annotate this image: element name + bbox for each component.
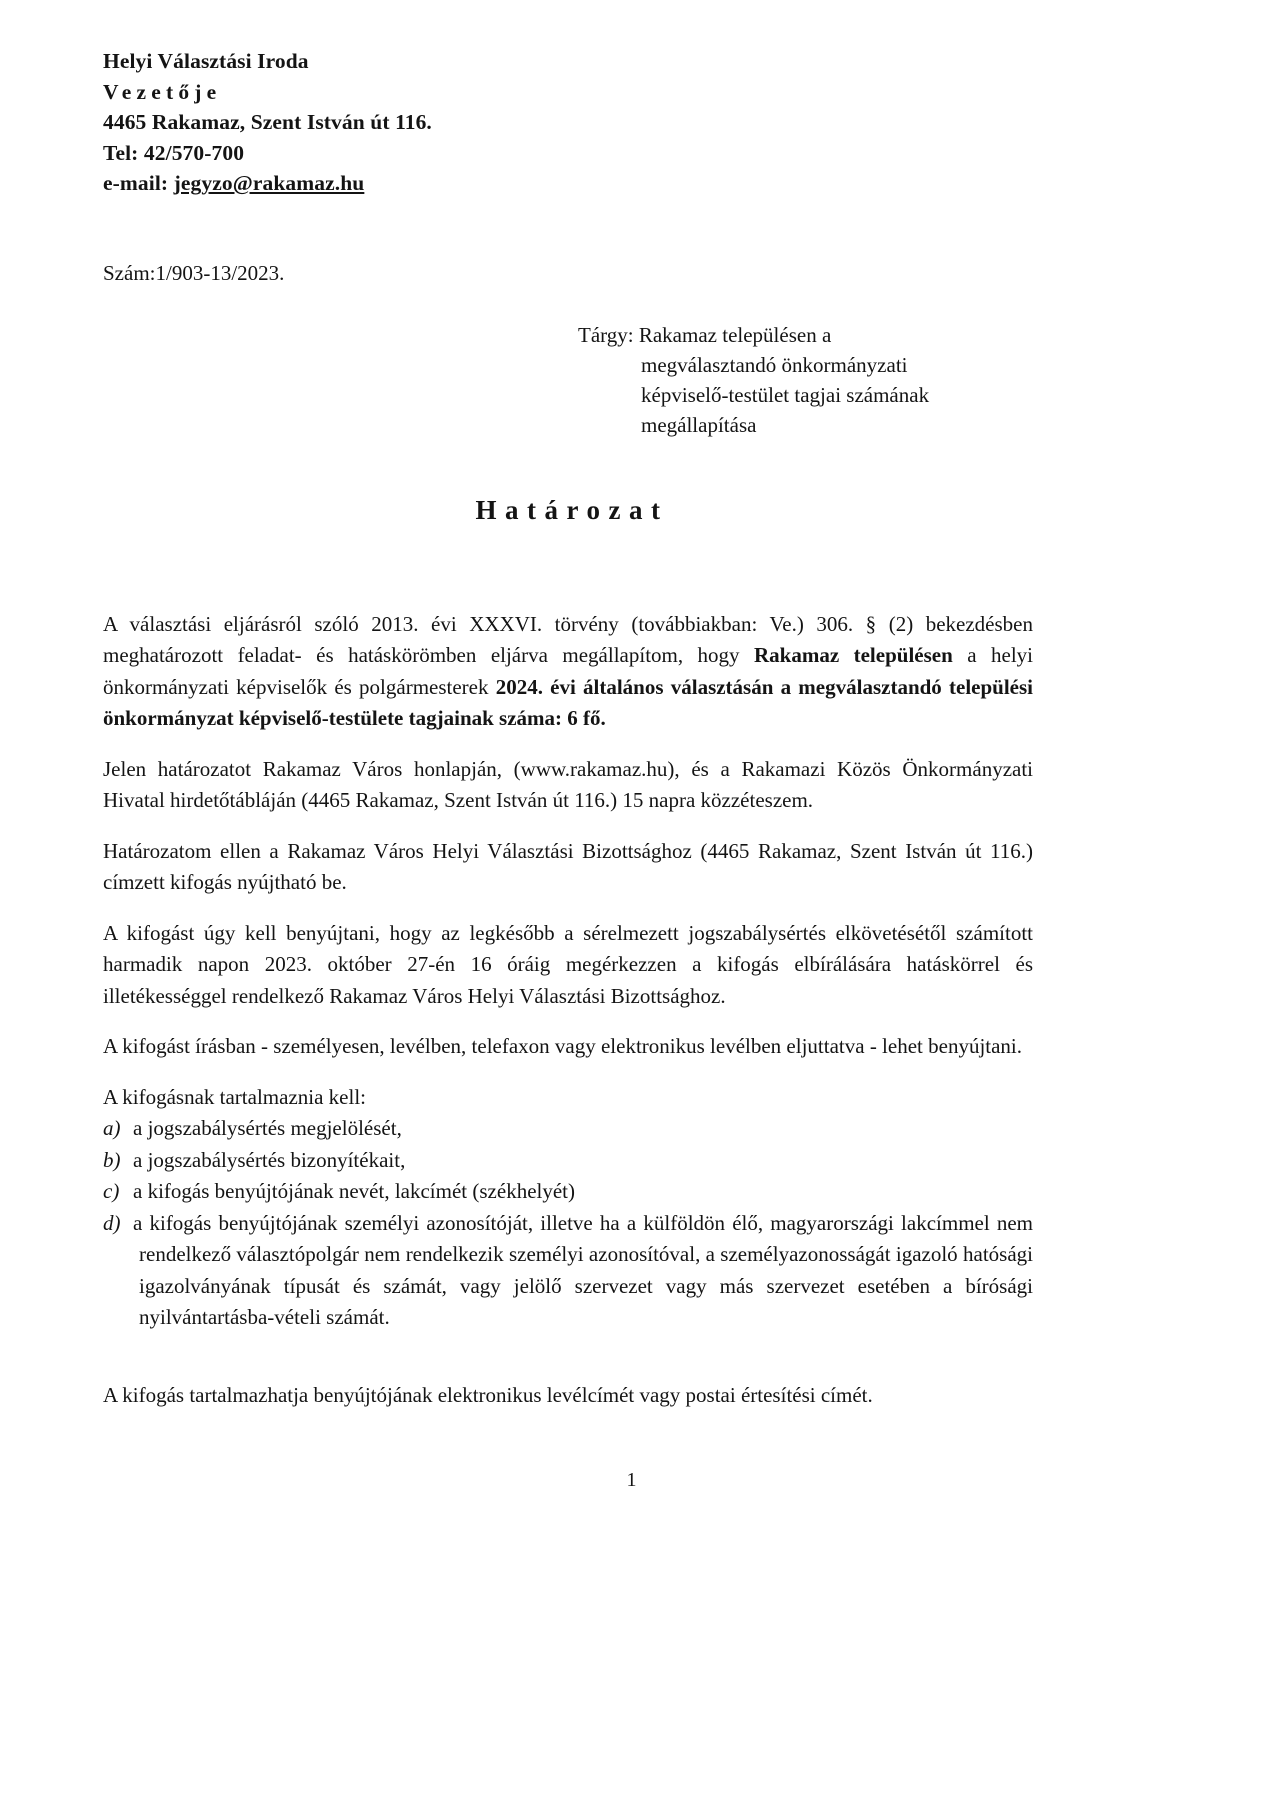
document-content <box>103 46 1033 1432</box>
paragraph-decision <box>103 609 1033 735</box>
letterhead-role: Vezetője <box>103 79 222 104</box>
subject-line-1 <box>578 320 998 350</box>
list-item-text: a kifogás benyújtójának személyi azonosítóját, illetve ha a külföldön élő, magyarországi lakcímmel nem rendelkező választópolgár nem rendelkezik személyi azonosítóval, a személyazonosságát igazoló hatósági igazolványának típusát és számát, vagy jelölő szervezet vagy más szervezet esetében a bírósági nyilvántartásba-vételi számát. <box>133 1210 1033 1329</box>
subject-text-line-2: megválasztandó önkormányzati <box>641 352 908 377</box>
list-item-marker: a) <box>103 1116 121 1140</box>
letterhead-email-link[interactable]: jegyzo@rakamaz.hu <box>173 171 365 195</box>
letterhead-address: 4465 Rakamaz, Szent István út 116. <box>103 110 432 134</box>
decision-text-part-2: a helyi önkormányzati képviselők és polgármesterek <box>103 643 1033 699</box>
list-item-text: a kifogás benyújtójának nevét, lakcímét (székhelyét) <box>133 1179 575 1203</box>
list-item-marker: c) <box>103 1179 120 1203</box>
subject-text-line-1: Rakamaz településen a <box>638 322 832 347</box>
page-title: Határozat <box>475 494 669 525</box>
letterhead-phone: Tel: 42/570-700 <box>103 140 245 165</box>
list-item <box>103 1208 1033 1334</box>
letterhead-email-label: e-mail: <box>103 171 169 195</box>
subject-text-line-4: megállapítása <box>641 412 757 437</box>
letterhead-email-row <box>103 168 1033 199</box>
paragraph-submission-methods: A kifogást írásban - személyesen, levélben, telefaxon vagy elektronikus levélben eljuttatva - lehet benyújtani. <box>103 1034 1023 1058</box>
list-item <box>103 1176 1033 1208</box>
list-item-text: a jogszabálysértés bizonyítékait, <box>133 1147 406 1172</box>
subject-label: Tárgy: <box>578 322 634 347</box>
requirements-list <box>103 1113 1033 1334</box>
subject-block <box>578 320 998 440</box>
document-body <box>103 609 1033 1412</box>
decision-bold-count: 2024. évi általános választásán a megválasztandó települési önkormányzat képviselő-testülete tagjainak száma: 6 fő. <box>103 674 1033 730</box>
list-item <box>103 1145 1033 1177</box>
paragraph-deadline: A kifogást úgy kell benyújtani, hogy az legkésőbb a sérelmezett jogszabálysértés elkövetésétől számított harmadik napon 2023. október 27-én 16 óráig megérkezzen a kifogás elbírálására hatáskörrel és illetékességgel rendelkező Rakamaz Város Helyi Választási Bizottsághoz. <box>103 920 1033 1008</box>
decision-text-part-1: A választási eljárásról szóló 2013. évi XXXVI. törvény (továbbiakban: Ve.) 306. § (2) bekezdésben meghatározott feladat- és hatáskörömben eljárva megállapítom, hogy <box>103 611 1033 667</box>
letterhead-office: Helyi Választási Iroda <box>103 49 309 73</box>
list-item <box>103 1113 1033 1145</box>
list-intro: A kifogásnak tartalmaznia kell: <box>103 1084 366 1109</box>
paragraph-appeal: Határozatom ellen a Rakamaz Város Helyi Választási Bizottsághoz (4465 Rakamaz, Szent István út 116.) címzett kifogás nyújtható be. <box>103 838 1033 894</box>
reference-number: Szám:1/903-13/2023. <box>103 260 285 285</box>
decision-bold-settlement: Rakamaz településen <box>754 643 953 667</box>
page-number: 1 <box>626 1469 637 1491</box>
subject-text-line-3: képviselő-testület tagjai számának <box>641 382 930 407</box>
list-item-marker: b) <box>103 1147 121 1172</box>
list-item-marker: d) <box>103 1210 121 1235</box>
paragraph-optional-contact: A kifogás tartalmazhatja benyújtójának elektronikus levélcímét vagy postai értesítési címét. <box>103 1382 873 1407</box>
paragraph-publication: Jelen határozatot Rakamaz Város honlapján, (www.rakamaz.hu), és a Rakamazi Közös Önkormányzati Hivatal hirdetőtábláján (4465 Rakamaz, Szent István út 116.) 15 napra közzéteszem. <box>103 756 1033 812</box>
letterhead <box>103 46 1033 199</box>
list-item-text: a jogszabálysértés megjelölését, <box>133 1116 402 1140</box>
